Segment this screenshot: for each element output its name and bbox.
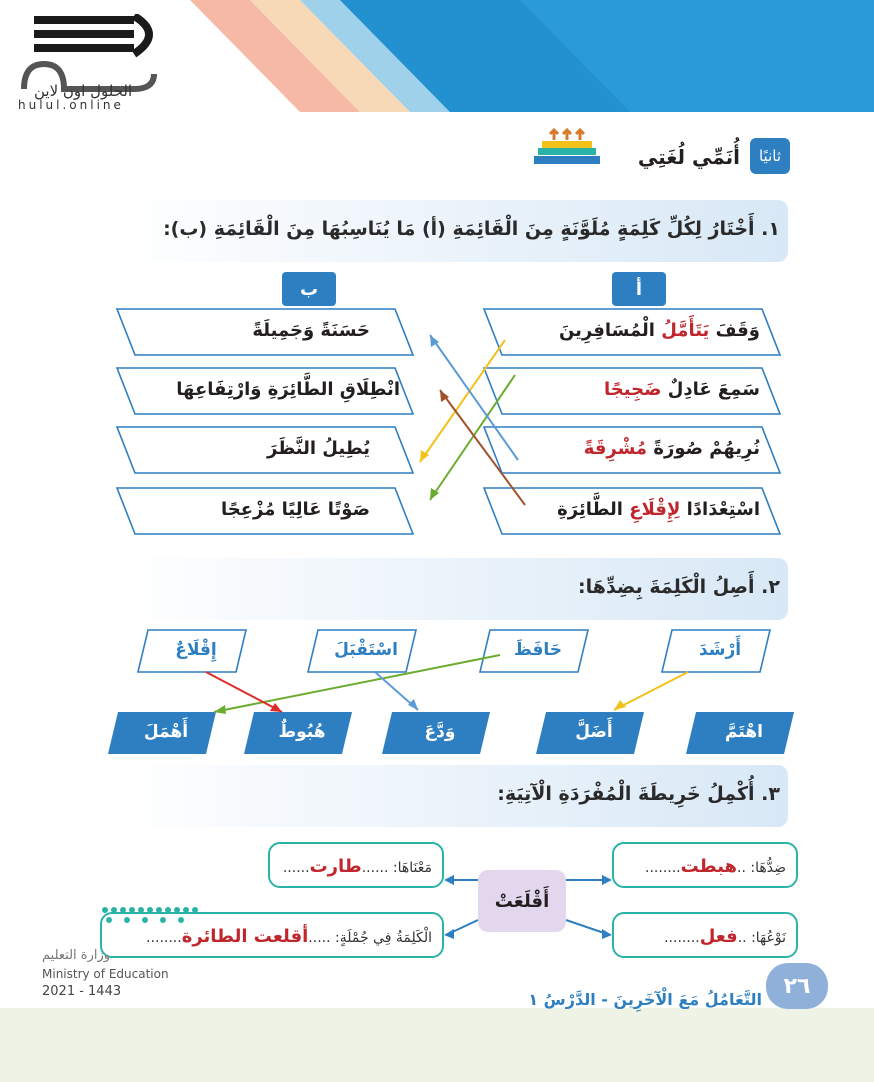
list-b-item-1: حَسَنَةً وَجَمِيلَةً [252,320,370,341]
map-meaning-box [268,842,444,888]
logo-arabic: الحلول اون لاين [34,82,133,100]
logo-latin: hulul.online [18,98,124,112]
map-opposite-box [612,842,798,888]
page-number: ٢٦ [766,963,828,1009]
map-opposite-answer: هبطت [680,856,738,877]
column-b-label: ب [282,272,336,306]
ministry-name-english: Ministry of Education [42,967,169,981]
list-b-item-2: انْطِلَاقِ الطَّائِرَةِ وَارْتِفَاعِهَا [176,379,400,400]
q2-opposite-3: وَدَّعَ [424,722,456,742]
list-a-item-1-before: وَقَفَ [709,320,760,341]
map-sentence-answer: أقلعت الطائرة [181,926,309,947]
map-opposite-text [614,844,796,877]
q2-opposite-5: أَهْمَلَ [143,722,189,742]
column-a-label: أ [612,272,666,306]
list-a-item-4-before: اسْتِعْدَادًا [680,499,760,520]
list-a-item-3-word: مُشْرِقَةً [583,438,648,459]
list-a-item-4-after: الطَّائِرَةِ [557,499,630,520]
list-b-item-4: صَوْتًا عَالِيًا مُزْعِجًا [220,499,370,520]
q2-word-2: حَافَظَ [514,640,562,660]
section-title: أُنَمِّي لُغَتِي [637,145,740,169]
map-meaning-text [270,844,442,877]
list-a-item-3-before: نُرِيهُمْ صُورَةً [647,438,760,459]
list-a-item-2-word: ضَجِيجًا [604,379,662,400]
map-meaning-label: مَعْنَاهَا: ...... [361,860,432,876]
list-a-item-4-word: لِإِقْلَاعِ [629,499,681,520]
ministry-name-arabic: وزارة التعليم [42,948,111,963]
footer-lesson-title: التَّعَامُلُ مَعَ الْآخَرِينَ - الدَّرْسُ ١ [528,990,762,1009]
map-sentence-dots: ........ [146,930,182,946]
q2-prompt: ٢. أَصِلُ الْكَلِمَةَ بِضِدِّهَا: [578,576,780,598]
map-sentence-label: الْكَلِمَةُ فِي جُمْلَةٍ: ..... [308,930,432,946]
ministry-year: 2021 - 1443 [42,984,122,999]
map-type-answer: فعل [699,926,738,947]
section-badge: ثانيًا [750,138,790,174]
map-type-dots: ........ [664,930,700,946]
ministry-logo-icon [100,905,200,935]
footer-band [0,1008,874,1082]
map-meaning-answer: طارت [309,856,362,877]
map-opposite-label: ضِدُّهَا: .. [737,860,786,876]
map-type-text [614,914,796,947]
list-a-item-1-word: يَتَأَمَّلُ [661,320,710,341]
map-opposite-dots: ........ [645,860,681,876]
list-b-item-3: يُطِيلُ النَّظَرَ [267,438,370,459]
q2-opposite-4: هُبُوطٌ [278,722,326,742]
q2-word-3: اسْتَقْبَلَ [334,640,398,660]
map-type-box [612,912,798,958]
q3-prompt: ٣. أُكْمِلُ خَرِيطَةَ الْمُفْرَدَةِ الْآتِيَةِ: [497,783,780,805]
list-a-item-2-before: سَمِعَ عَادِلٌ [661,379,760,400]
list-a-item-1-after: الْمُسَافِرِينَ [558,320,662,341]
q1-prompt: ١. أَخْتَارُ لِكُلِّ كَلِمَةٍ مُلَوَّنَةٍ مِنَ الْقَائِمَةِ (أ) مَا يُنَاسِبُهَا مِنَ الْقَائِمَةِ (ب): [163,218,780,240]
q2-opposite-2: أَضَلَّ [575,722,613,742]
q2-opposite-1: اهْتَمَّ [725,722,763,742]
q2-word-4: إِقْلَاعٌ [175,640,217,660]
map-center-word: أَقْلَعَتْ [478,870,566,932]
map-type-label: نَوْعُهَا: .. [737,930,786,946]
q2-word-1: أَرْشَدَ [698,640,742,660]
map-meaning-dots: ...... [282,860,310,876]
